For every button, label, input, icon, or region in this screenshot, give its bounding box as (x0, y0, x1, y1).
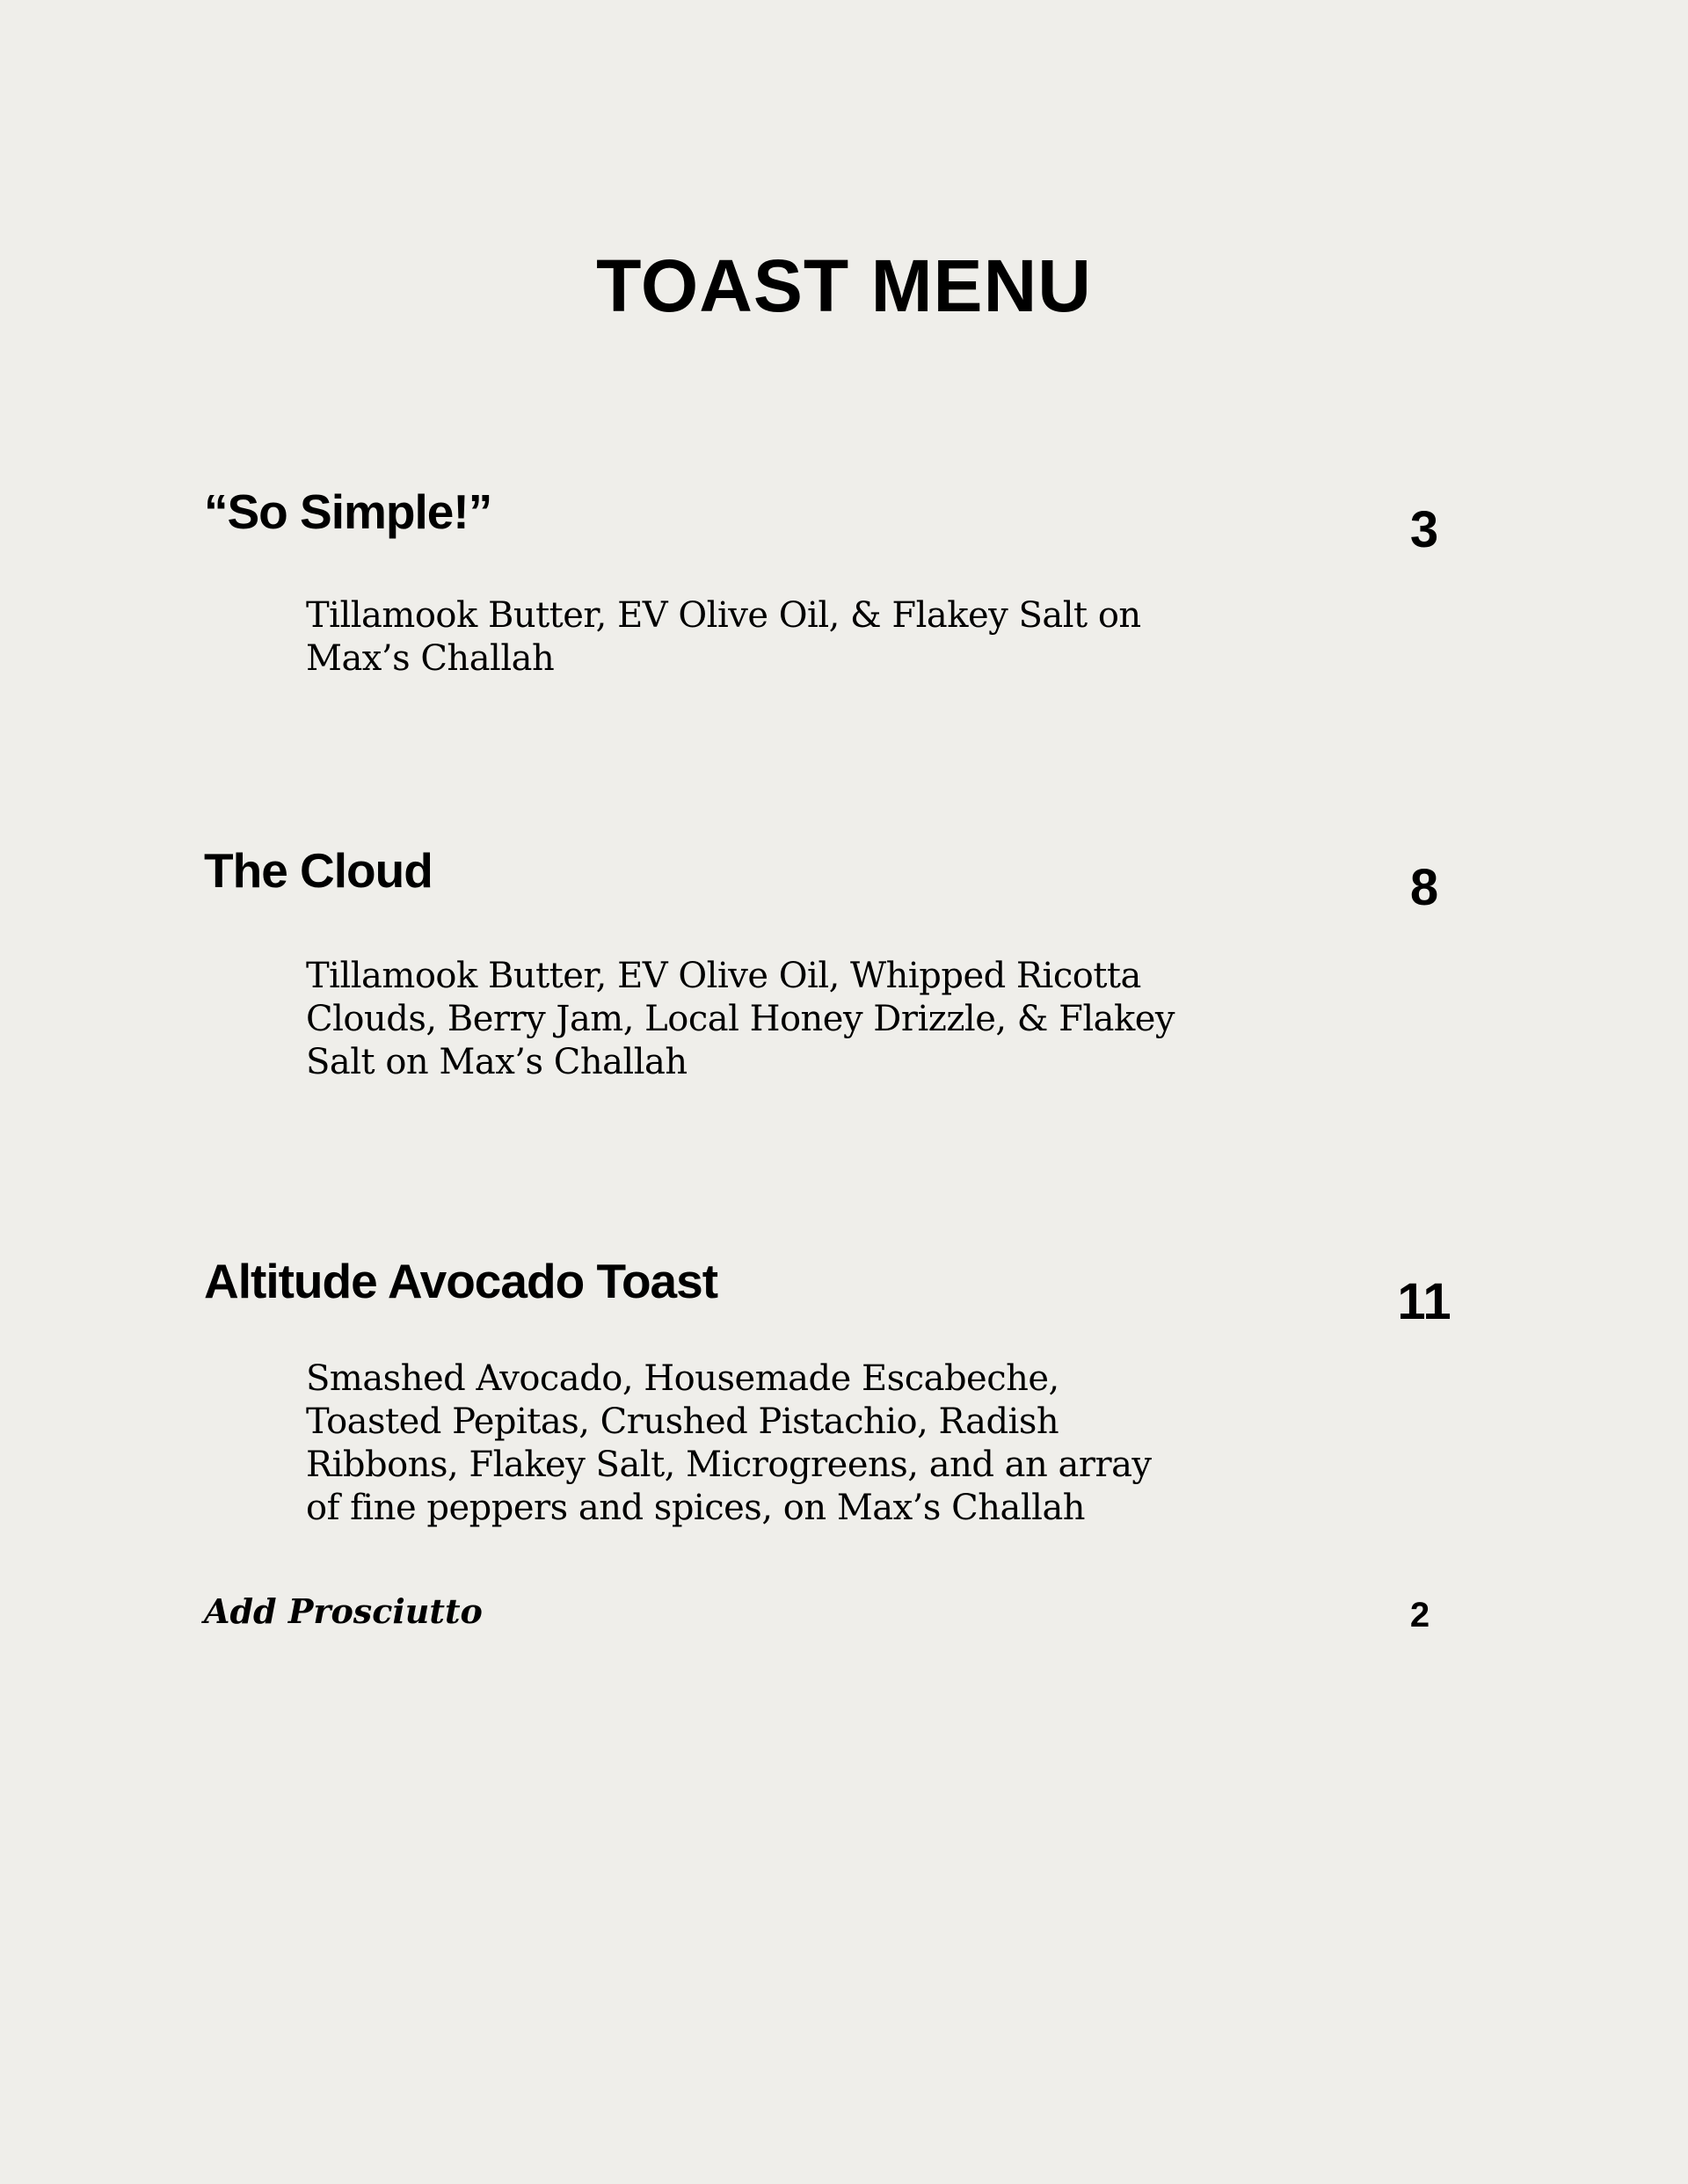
menu-item-name: The Cloud (204, 843, 433, 898)
menu-item-price: 8 (1409, 859, 1439, 916)
addon-name: Add Prosciutto (204, 1591, 483, 1631)
menu-item-description: Tillamook Butter, EV Olive Oil, Whipped Ricotta Clouds, Berry Jam, Local Honey Drizzle, & Flakey Salt on Max’s Challah (306, 956, 1175, 1082)
addon-price: 2 (1409, 1596, 1430, 1634)
menu-item-price: 11 (1397, 1273, 1452, 1330)
page-title: TOAST MENU (596, 244, 1092, 327)
menu-item-price: 3 (1409, 501, 1439, 558)
menu-item-description: Tillamook Butter, EV Olive Oil, & Flakey Salt on Max’s Challah (306, 595, 1141, 679)
menu-item-description: Smashed Avocado, Housemade Escabeche, Toasted Pepitas, Crushed Pistachio, Radish Ribbons, Flakey Salt, Microgreens, and an array of fine peppers and spices, on Max’s Challah (306, 1358, 1152, 1528)
menu-item-name: “So Simple!” (204, 484, 492, 539)
menu-item-name: Altitude Avocado Toast (204, 1254, 718, 1308)
